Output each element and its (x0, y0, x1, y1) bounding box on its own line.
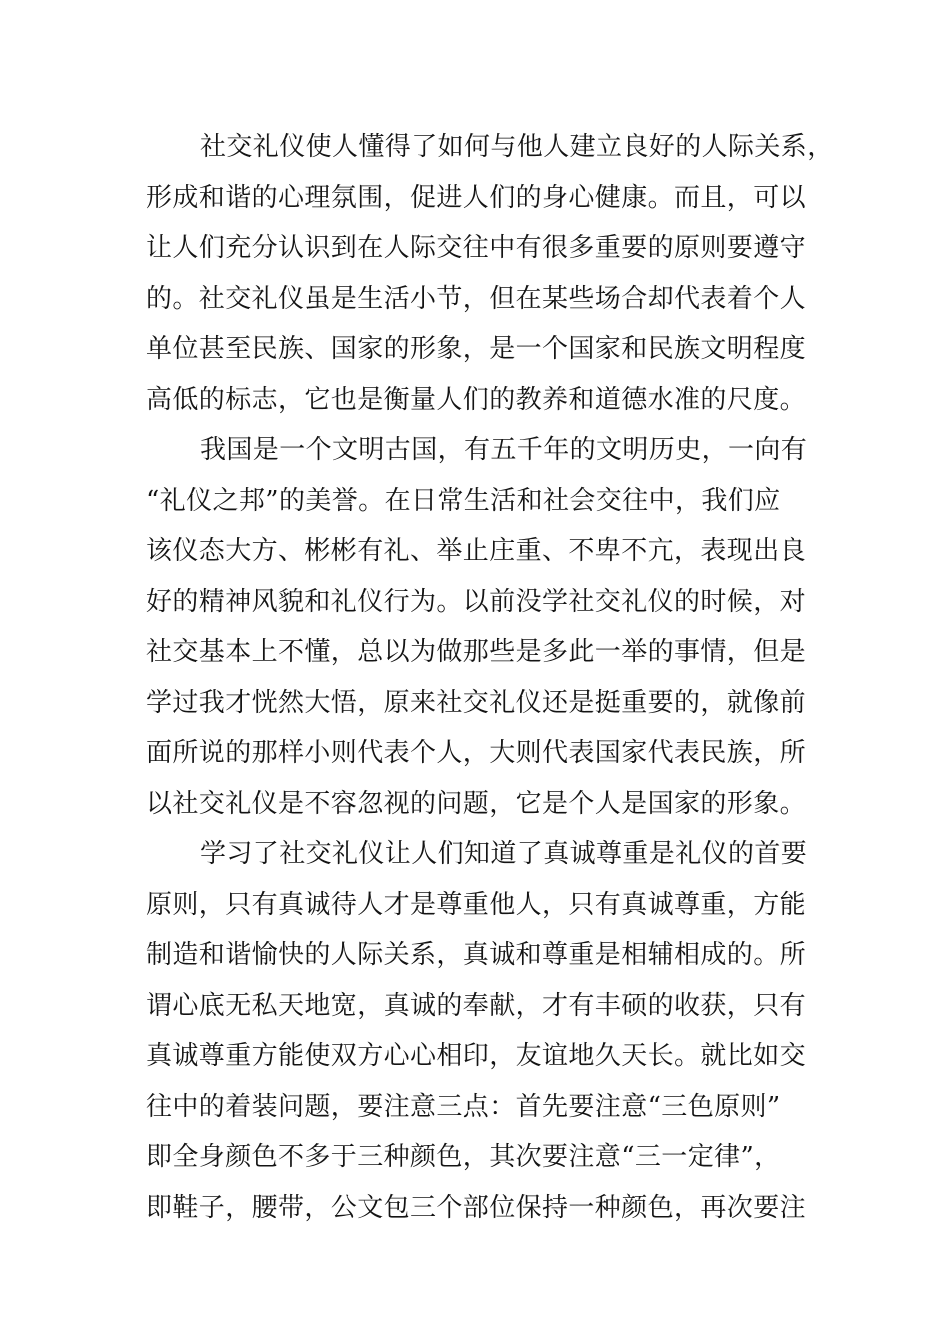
text-line: 以社交礼仪是不容忽视的问题，它是个人是国家的形象。 (146, 788, 807, 819)
text-line: 学过我才恍然大悟，原来社交礼仪还是挺重要的，就像前 (146, 687, 807, 718)
text-line: 即鞋子，腰带，公文包三个部位保持一种颜色，再次要注 (146, 1192, 807, 1223)
body-text (146, 122, 834, 1233)
text-line: 原则，只有真诚待人才是尊重他人，只有真诚尊重，方能 (146, 889, 807, 920)
text-line: 即全身颜色不多于三种颜色，其次要注意“三一定律”， (146, 1142, 781, 1172)
text-line: “礼仪之邦”的美誉。在日常生活和社会交往中，我们应 (146, 485, 781, 516)
paragraph-3 (146, 829, 811, 1233)
text-line: 单位甚至民族、国家的形象，是一个国家和民族文明程度 (146, 334, 807, 364)
text-line: 社交基本上不懂，总以为做那些是多此一举的事情，但是 (146, 637, 807, 667)
text-line: 高低的标志，它也是衡量人们的教养和道德水准的尺度。 (146, 384, 807, 415)
paragraph-1 (146, 122, 834, 425)
text-line: 该仪态大方、彬彬有礼、举止庄重、不卑不亢，表现出良 (146, 536, 807, 566)
text-line: 形成和谐的心理氛围，促进人们的身心健康。而且，可以 (146, 182, 807, 213)
paragraph-2 (146, 425, 811, 829)
text-line: 让人们充分认识到在人际交往中有很多重要的原则要遵守 (146, 233, 807, 263)
text-line: 好的精神风貌和礼仪行为。以前没学社交礼仪的时候，对 (146, 586, 807, 617)
text-line: 的。社交礼仪虽是生活小节，但在某些场合却代表着个人 (146, 283, 807, 314)
text-line: 学习了社交礼仪让人们知道了真诚尊重是礼仪的首要 (200, 839, 808, 869)
text-line: 制造和谐愉快的人际关系，真诚和尊重是相辅相成的。所 (146, 940, 807, 970)
text-line: 谓心底无私天地宽，真诚的奉献，才有丰硕的收获，只有 (146, 990, 807, 1021)
text-line: 社交礼仪使人懂得了如何与他人建立良好的人际关系， (200, 132, 834, 162)
text-line: 真诚尊重方能使双方心心相印，友谊地久天长。就比如交 (146, 1041, 807, 1071)
text-line: 往中的着装问题，要注意三点：首先要注意“三色原则” (146, 1091, 781, 1122)
text-line: 我国是一个文明古国，有五千年的文明历史，一向有 (200, 435, 808, 465)
text-line: 面所说的那样小则代表个人，大则代表国家代表民族，所 (146, 738, 807, 768)
